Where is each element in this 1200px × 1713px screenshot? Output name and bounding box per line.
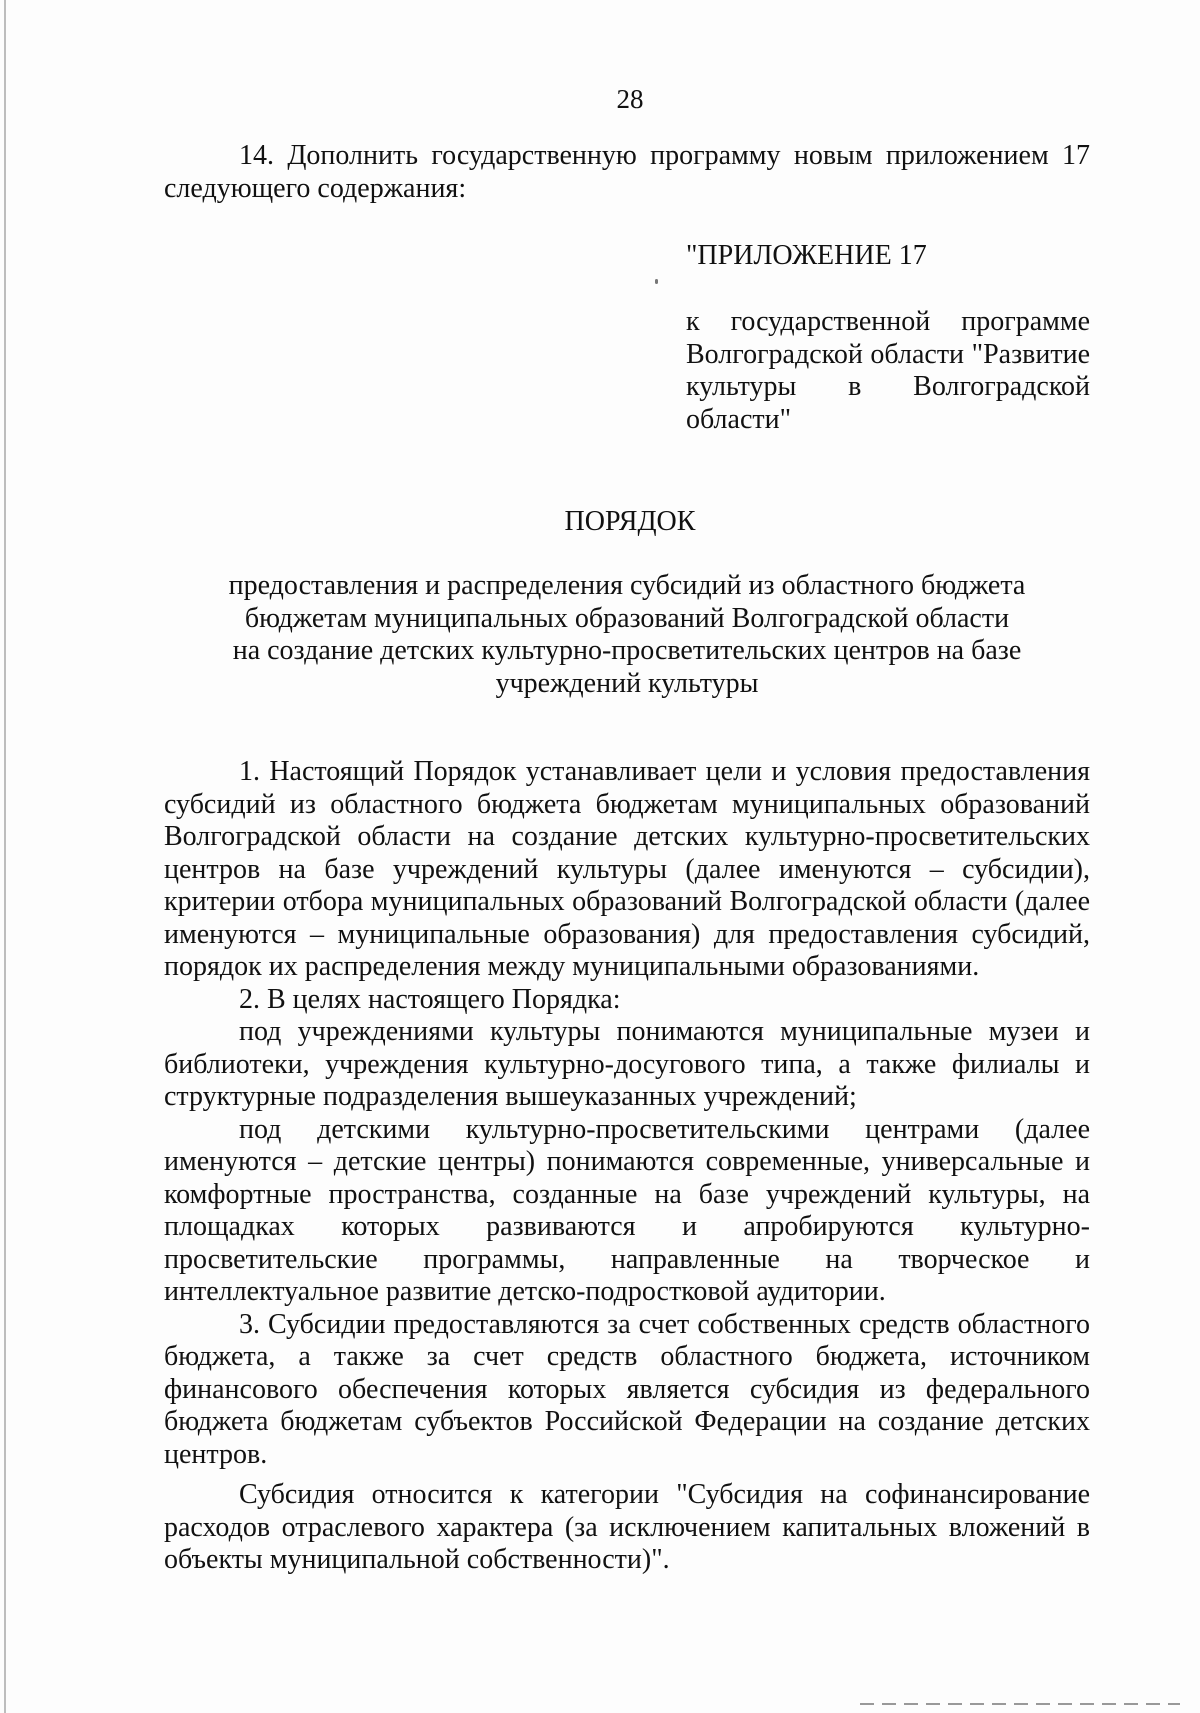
document-subtitle [164, 570, 1090, 700]
paragraph-2: 2. В целях настоящего Порядка: [239, 983, 621, 1015]
appendix-reference: к государственной программе Волгоградской области "Развитие культуры в Волгоградской области" [686, 306, 1090, 435]
subtitle-line: бюджетам муниципальных образований Волгоградской области [244, 602, 1010, 634]
scan-bottom-mark [860, 1703, 1180, 1705]
document-body [164, 756, 1090, 1577]
paragraph-2-definition-1: под учреждениями культуры понимаются муниципальные музеи и библиотеки, учреждения культурно-досугового типа, а также филиалы и структурные подразделения вышеуказанных учреждений; [164, 1016, 1090, 1112]
paragraph-3: 3. Субсидии предоставляются за счет собственных средств областного бюджета, а также за счет средств областного бюджета, источником финансового обеспечения которых является субсидия из федерального бюджета бюджетам субъектов Российской Федерации на создание детских центров. [164, 1308, 1090, 1470]
scan-speck [655, 279, 658, 284]
scan-left-edge [4, 0, 6, 1713]
intro-paragraph: 14. Дополнить государственную программу новым приложением 17 следующего содержания: [164, 140, 1090, 204]
subtitle-line: предоставления и распределения субсидий из областного бюджета [228, 570, 1026, 601]
paragraph-1: 1. Настоящий Порядок устанавливает цели и условия предоставления субсидий из областного бюджета бюджетам муниципальных образований Волгоградской области на создание детских культурно-просветительских центров на базе учреждений культуры (далее именуются – субсидии), критерии отбора муниципальных образований Волгоградской области (далее именуются – муниципальные образования) для предоставления субсидий, порядок их распределения между муниципальными образованиями. [164, 756, 1090, 982]
page-number: 28 [616, 84, 644, 114]
document-title: ПОРЯДОК [564, 506, 696, 537]
appendix-title: "ПРИЛОЖЕНИЕ 17 [686, 240, 927, 271]
subtitle-line: учреждений культуры [495, 667, 759, 699]
paragraph-3-category: Субсидия относится к категории "Субсидия на софинансирование расходов отраслевого характера (за исключением капитальных вложений в объекты муниципальной собственности)". [164, 1479, 1090, 1575]
subtitle-line: на создание детских культурно-просветительских центров на базе [232, 635, 1022, 666]
paragraph-2-definition-2: под детскими культурно-просветительскими центрами (далее именуются – детские центры) понимаются современные, универсальные и комфортные пространства, созданные на базе учреждений культуры, на площадках которых развиваются и апробируются культурно-просветительские программы, направленные на творческое и интеллектуальное развитие детско-подростковой аудитории. [164, 1113, 1090, 1307]
